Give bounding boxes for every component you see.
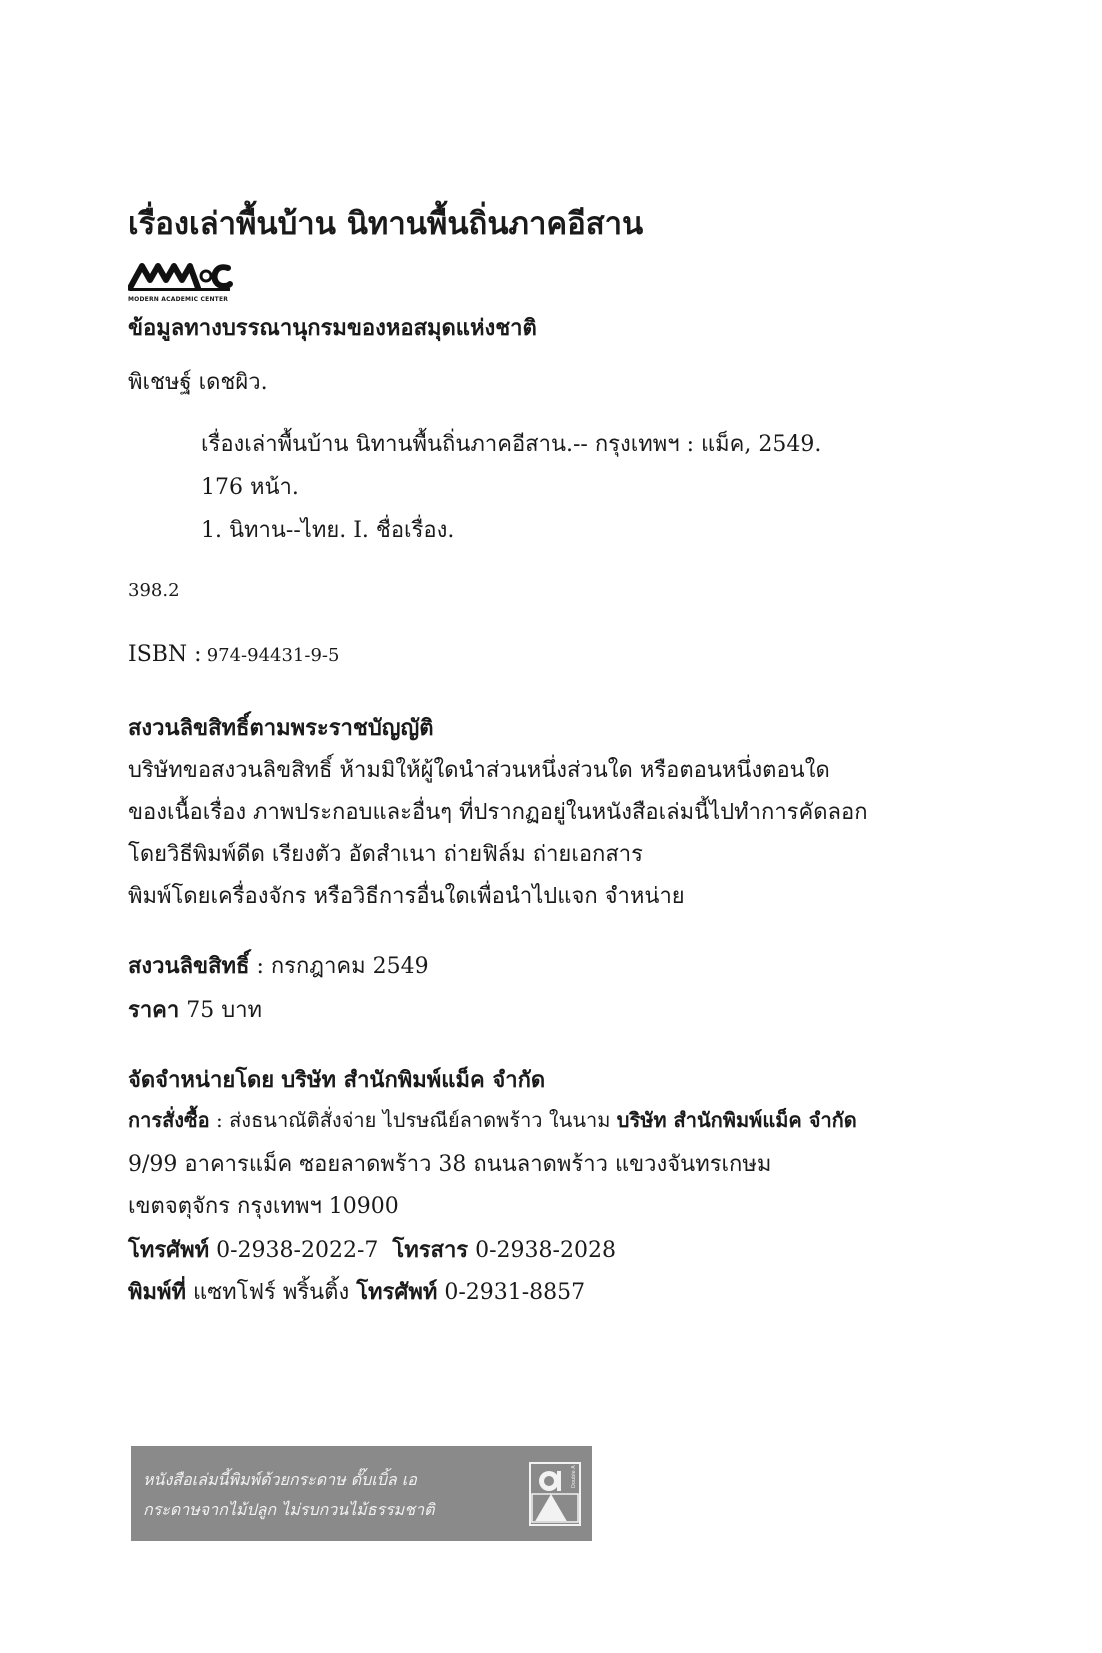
copyright-line: ของเนื้อเรื่อง ภาพประกอบและอื่นๆ ที่ปรากฏอยู่ในหนังสือเล่มนี้ไปทำการคัดลอก (128, 800, 868, 825)
distributor-company: บริษัท สำนักพิมพ์แม็ค จำกัด (281, 1068, 546, 1093)
order-info (128, 1104, 857, 1136)
mac-logo-icon (128, 258, 233, 294)
distributor-label: จัดจำหน่ายโดย (128, 1067, 275, 1093)
paper-notice-line2: กระดาษจากไม้ปลูก ไม่รบกวนไม้ธรรมชาติ (143, 1500, 435, 1519)
printer-phone-value: 0-2931-8857 (437, 1280, 586, 1305)
phone-value: 0-2938-2022-7 (209, 1238, 379, 1263)
distributor (128, 1062, 545, 1097)
copyright-heading: สงวนลิขสิทธิ์ตามพระราชบัญญัติ (128, 715, 434, 741)
isbn-label: ISBN : (128, 642, 202, 667)
address-line2: เขตจตุจักร กรุงเทพฯ 10900 (128, 1194, 399, 1219)
double-a-logo-icon (529, 1462, 581, 1526)
copyright-line: โดยวิธีพิมพ์ดีด เรียงตัว อัดสำเนา ถ่ายฟิล์ม ถ่ายเอกสาร (128, 842, 643, 867)
copyright-line: พิมพ์โดยเครื่องจักร หรือวิธีการอื่นใดเพื่อนำไปแจก จำหน่าย (128, 884, 685, 909)
copyright-date (128, 948, 429, 983)
printer-label: พิมพ์ที่ (128, 1279, 187, 1305)
contact-phones (128, 1232, 616, 1267)
order-label: การสั่งซื้อ (128, 1108, 210, 1132)
order-text: : ส่งธนาณัติสั่งจ่าย ไปรษณีย์ลาดพร้าว ในนาม (209, 1108, 611, 1132)
catalog-entry-line3: 1. นิทาน--ไทย. I. ชื่อเรื่อง. (201, 518, 455, 543)
catalog-entry-line1: เรื่องเล่าพื้นบ้าน นิทานพื้นถิ่นภาคอีสาน.-- กรุงเทพฯ : แม็ค, 2549. (201, 432, 822, 457)
catalog-author: พิเชษฐ์ เดชผิว. (128, 370, 268, 395)
price-label: ราคา (128, 997, 180, 1023)
printer-name: แซทโฟร์ พริ้นติ้ง (186, 1280, 357, 1305)
isbn-value: 974-94431-9-5 (206, 645, 340, 666)
fax-value: 0-2938-2028 (468, 1238, 616, 1263)
class-number: 398.2 (128, 580, 180, 601)
paper-notice-line1: หนังสือเล่มนี้พิมพ์ด้วยกระดาษ ดั๊บเบิ้ล เอ (143, 1470, 417, 1489)
phone-label: โทรศัพท์ (128, 1237, 210, 1263)
paper-notice (131, 1446, 592, 1541)
printer-info (128, 1274, 585, 1309)
catalog-heading: ข้อมูลทางบรรณานุกรมของหอสมุดแห่งชาติ (128, 315, 537, 341)
fax-label: โทรสาร (392, 1237, 469, 1263)
printer-phone-label: โทรศัพท์ (356, 1279, 438, 1305)
publisher-logo (128, 258, 233, 304)
copyright-date-label: สงวนลิขสิทธิ์ (128, 953, 250, 979)
order-company: บริษัท สำนักพิมพ์แม็ค จำกัด (616, 1108, 857, 1132)
logo-subtitle: MODERN ACADEMIC CENTER (128, 296, 229, 303)
copyright-date-value: : กรกฎาคม 2549 (249, 954, 429, 979)
book-title: เรื่องเล่าพื้นบ้าน นิทานพื้นถิ่นภาคอีสาน (128, 206, 644, 242)
catalog-entry-line2: 176 หน้า. (201, 475, 299, 500)
price-value: 75 บาท (179, 998, 263, 1023)
double-a-text: Double A (571, 1465, 577, 1488)
copyright-line: บริษัทขอสงวนลิขสิทธิ์ ห้ามมิให้ผู้ใดนำส่วนหนึ่งส่วนใด หรือตอนหนึ่งตอนใด (128, 758, 830, 783)
address-line1: 9/99 อาคารแม็ค ซอยลาดพร้าว 38 ถนนลาดพร้าว แขวงจันทรเกษม (128, 1152, 772, 1177)
price (128, 992, 262, 1027)
isbn (128, 642, 339, 667)
